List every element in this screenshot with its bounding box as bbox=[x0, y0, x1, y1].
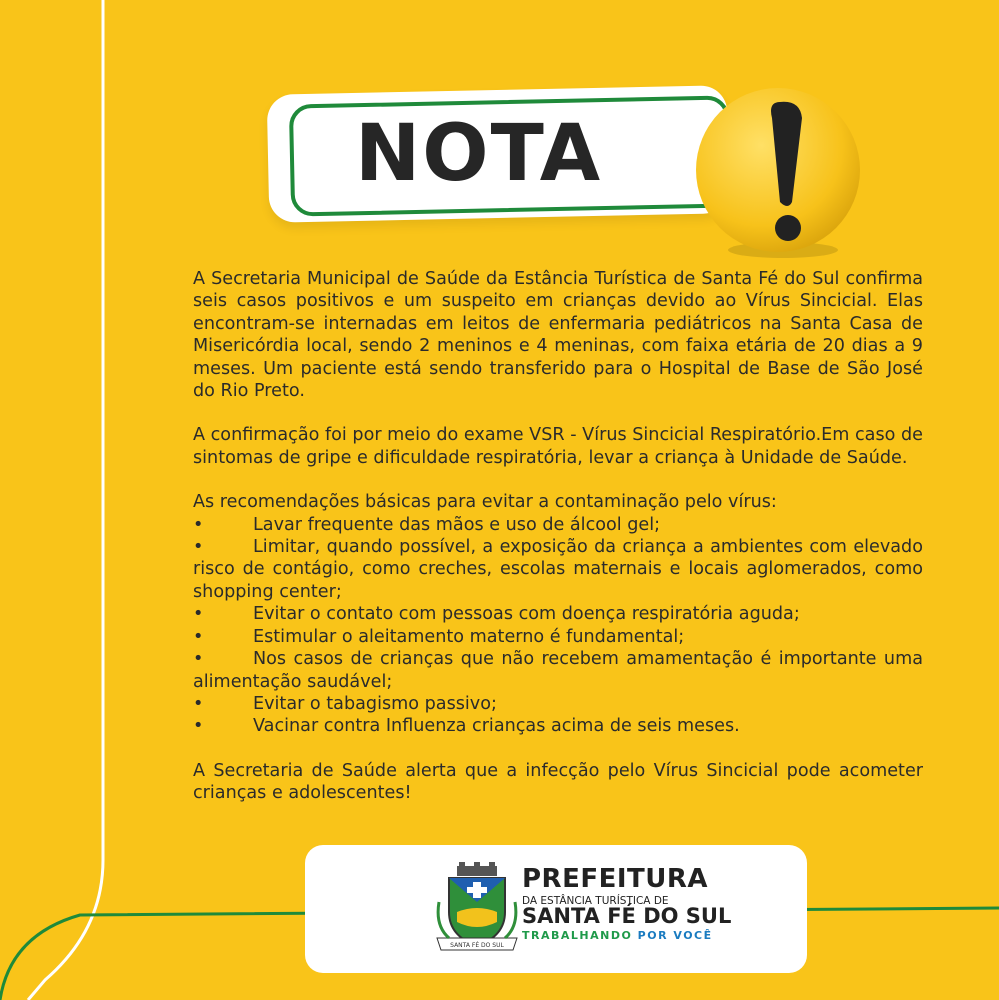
bullet-dot: • bbox=[193, 626, 204, 647]
paragraph-recommendations-intro: As recomendações básicas para evitar a contaminação pelo vírus: bbox=[193, 492, 777, 513]
logo-prefeitura: PREFEITURA bbox=[522, 864, 709, 894]
body-text bbox=[193, 268, 923, 805]
page-title: NOTA bbox=[355, 109, 603, 199]
bullet-dot: • bbox=[193, 604, 204, 625]
bullet-dot: • bbox=[193, 716, 204, 737]
tagline-part-2: POR VOCÊ bbox=[637, 929, 713, 942]
list-item: • Evitar o contato com pessoas com doença respiratória aguda; bbox=[193, 604, 800, 625]
list-item: • Estimular o aleitamento materno é fundamental; bbox=[193, 626, 685, 647]
exclamation-icon bbox=[688, 82, 868, 262]
paragraph-confirmation: A confirmação foi por meio do exame VSR - Vírus Sincicial Respiratório.Em caso de sintomas de gripe e dificuldade respiratória, levar a criança à Unidade de Saúde. bbox=[193, 425, 923, 468]
bullet-dot: • bbox=[193, 537, 204, 558]
bullet-dot: • bbox=[193, 649, 204, 670]
city-crest-icon bbox=[435, 862, 519, 954]
paragraph-cases: A Secretaria Municipal de Saúde da Estância Turística de Santa Fé do Sul confirma seis casos positivos e um suspeito em crianças devido ao Vírus Sincicial. Elas encontram-se internadas em leitos de enfermaria pediátricos na Santa Casa de Misericórdia local, sendo 2 meninos e 4 meninas, com faixa etária de 20 dias a 9 meses. Um paciente está sendo transferido para o Hospital de Base de São José do Rio Preto. bbox=[193, 269, 923, 402]
logo-estancia: DA ESTÂNCIA TURÍSTICA DE bbox=[522, 895, 669, 907]
list-item: • Vacinar contra Influenza crianças acima de seis meses. bbox=[193, 716, 740, 737]
bullet-dot: • bbox=[193, 693, 204, 714]
bullet-dot: • bbox=[193, 514, 204, 535]
list-item: • Nos casos de crianças que não recebem amamentação é importante uma alimentação saudável; bbox=[193, 649, 923, 692]
logo-tagline bbox=[522, 930, 713, 941]
tagline-part-1: TRABALHANDO bbox=[522, 929, 633, 942]
paragraph-alert: A Secretaria de Saúde alerta que a infecção pelo Vírus Sincicial pode acometer crianças e adolescentes! bbox=[193, 760, 923, 804]
list-item: • Lavar frequente das mãos e uso de álcool gel; bbox=[193, 514, 661, 535]
list-item: • Evitar o tabagismo passivo; bbox=[193, 693, 497, 714]
logo-city-name: SANTA FÉ DO SUL bbox=[522, 904, 732, 928]
list-item: • Limitar, quando possível, a exposição da criança a ambientes com elevado risco de contágio, como creches, escolas maternais e locais aglomerados, como shopping center; bbox=[193, 537, 923, 602]
crest-ribbon-text: SANTA FÉ DO SUL bbox=[450, 942, 504, 949]
